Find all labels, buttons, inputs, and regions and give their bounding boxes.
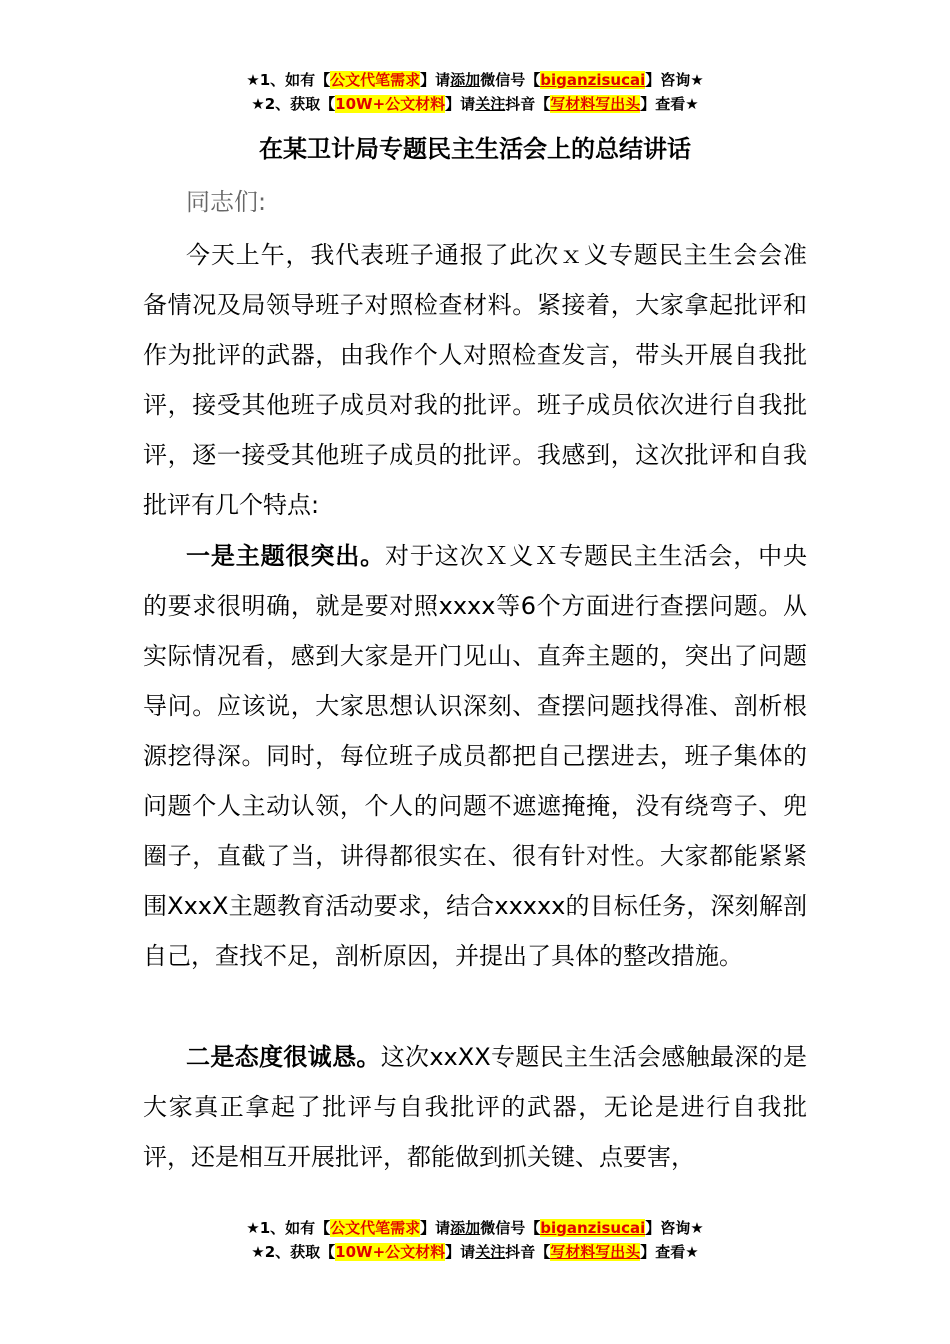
document-title: 在某卫计局专题民主生活会上的总结讲话 [259,135,691,163]
promo-line-1 [0,68,950,92]
paragraph-point-1 [143,531,807,981]
paragraph-point-2 [143,1032,807,1182]
promo-line-2 [0,1240,950,1264]
promo-line-2 [0,92,950,116]
promo-text: 2、获取【 [264,95,336,113]
paragraph-body: 对于这次Ｘ义Ｘ专题民主生活会，中央的要求很明确，就是要对照xxxx等6个方面进行查摆问题。从实际情况看，感到大家是开门见山、直奔主题的，突出了问题导问。应该说，大家思想认识深刻、查摆问题找得准、剖析根源挖得深。同时，每位班子成员都把自己摆进去，班子集体的问题个人主动认领，个人的问题不遮遮掩掩，没有绕弯子、兜圈子，直截了当，讲得都很实在、很有针对性。大家都能紧紧围XxxX主题教育活动要求，结合xxxxx的目标任务，深刻解剖自己，查找不足，剖析原因，并提出了具体的整改措施。 [143,542,807,970]
promo-highlight-wechat-id: biganzisucai [540,1219,646,1237]
promo-text: 】请 [445,1243,476,1261]
promo-emphasis: 关注 [475,1243,506,1261]
promo-highlight-ghostwriting: 公文代笔需求 [330,71,421,89]
star-icon: ★ [246,71,260,89]
promo-highlight-materials: 10W+公文材料 [335,1243,446,1261]
promo-text: 】查看 [640,1243,686,1261]
star-icon: ★ [251,1243,265,1261]
promo-highlight-ghostwriting: 公文代笔需求 [330,1219,421,1237]
promo-line-1 [0,1216,950,1240]
promo-text: 微信号【 [480,71,541,89]
promo-text: 】请 [420,1219,451,1237]
promo-emphasis: 添加 [450,71,481,89]
paragraph-intro [143,230,807,530]
promo-text: 】咨询 [645,1219,691,1237]
promo-highlight-douyin: 写材料写出头 [550,1243,641,1261]
paragraph-body: 今天上午，我代表班子通报了此次ｘ义专题民主生会会准备情况及局领导班子对照检查材料。紧接着，大家拿起批评和作为批评的武器，由我作个人对照检查发言，带头开展自我批评，接受其他班子成员对我的批评。班子成员依次进行自我批评，逐一接受其他班子成员的批评。我感到，这次批评和自我批评有几个特点: [143,241,807,519]
promo-text: 2、获取【 [264,1243,336,1261]
promo-banner-top [0,68,950,116]
promo-emphasis: 添加 [450,1219,481,1237]
star-icon: ★ [690,1219,704,1237]
promo-text: 】请 [445,95,476,113]
promo-text: 1、如有【 [259,1219,331,1237]
promo-text: 抖音【 [505,1243,551,1261]
promo-text: 】请 [420,71,451,89]
promo-highlight-wechat-id: biganzisucai [540,71,646,89]
paragraph-body: 这次xxXX专题民主生活会感触最深的是大家真正拿起了批评与自我批评的武器，无论是进行自我批评，还是相互开展批评，都能做到抓关键、点要害， [143,1043,807,1171]
star-icon: ★ [251,95,265,113]
promo-highlight-materials: 10W+公文材料 [335,95,446,113]
promo-highlight-douyin: 写材料写出头 [550,95,641,113]
salutation: 同志们: [186,188,267,216]
star-icon: ★ [685,95,699,113]
promo-emphasis: 关注 [475,95,506,113]
star-icon: ★ [685,1243,699,1261]
promo-text: 】咨询 [645,71,691,89]
promo-text: 】查看 [640,95,686,113]
paragraph-lead: 二是态度很诚恳。 [186,1043,381,1071]
promo-text: 1、如有【 [259,71,331,89]
promo-text: 抖音【 [505,95,551,113]
promo-text: 微信号【 [480,1219,541,1237]
star-icon: ★ [690,71,704,89]
promo-banner-bottom [0,1216,950,1264]
star-icon: ★ [246,1219,260,1237]
paragraph-lead: 一是主题很突出。 [186,542,385,570]
